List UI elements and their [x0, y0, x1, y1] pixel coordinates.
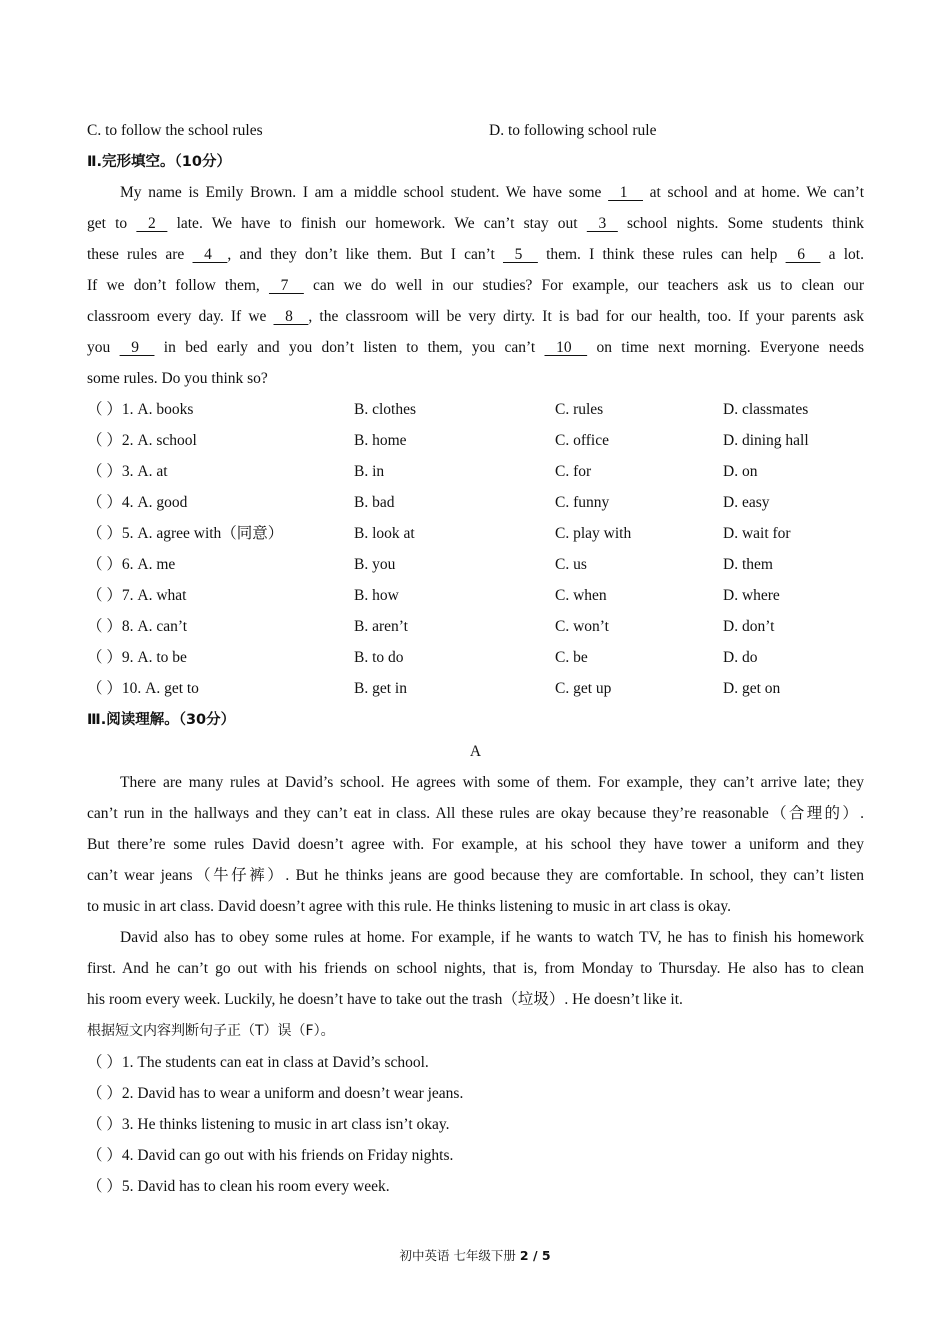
- tf-question-2[interactable]: （ ）2. David has to wear a uniform and doesn’t wear jeans.: [87, 1085, 464, 1102]
- question-2-option-b[interactable]: B. home: [354, 432, 407, 449]
- blank-5[interactable]: 5: [502, 246, 538, 263]
- question-2-option-c[interactable]: C. office: [555, 432, 609, 449]
- question-7-option-c[interactable]: C. when: [555, 587, 607, 604]
- question-7: [87, 586, 864, 606]
- passage-line-4: If we don’t follow them, 7 can we do well in our studies? For example, our teachers ask us to clean our: [87, 277, 864, 294]
- reading-line-4: can’t wear jeans（牛仔裤）. But he thinks jeans are good because they are comfortable. In school, they can’t listen: [87, 867, 864, 884]
- question-9-option-c[interactable]: C. be: [555, 649, 588, 666]
- question-7-option-d[interactable]: D. where: [723, 587, 780, 604]
- option-c: C. to follow the school rules: [87, 122, 263, 139]
- question-4: [87, 493, 864, 513]
- blank-8[interactable]: 8: [273, 308, 309, 325]
- tf-question-3[interactable]: （ ）3. He thinks listening to music in art class isn’t okay.: [87, 1116, 450, 1133]
- blank-6[interactable]: 6: [785, 246, 821, 263]
- passage-line-6: you 9 in bed early and you don’t listen to them, you can’t 10 on time next morning. Everyone needs: [87, 339, 864, 356]
- question-2-option-d[interactable]: D. dining hall: [723, 432, 809, 449]
- question-3: [87, 462, 864, 482]
- footer-text: 初中英语 七年级下册: [399, 1248, 520, 1263]
- question-2-option-a[interactable]: （ ）2. A. school: [87, 432, 197, 449]
- passage-line-5: classroom every day. If we 8 , the classroom will be very dirty. It is bad for our health, too. If your parents ask: [87, 308, 864, 325]
- question-9-option-b[interactable]: B. to do: [354, 649, 404, 666]
- question-6: [87, 555, 864, 575]
- question-6-option-b[interactable]: B. you: [354, 556, 396, 573]
- tf-question-5[interactable]: （ ）5. David has to clean his room every week.: [87, 1178, 390, 1195]
- section-2-title: Ⅱ.完形填空。（10分）: [87, 154, 231, 170]
- passage-line-2: get to 2 late. We have to finish our homework. We can’t stay out 3 school nights. Some students think: [87, 215, 864, 232]
- blank-7[interactable]: 7: [268, 277, 304, 294]
- blank-9[interactable]: 9: [119, 339, 155, 356]
- question-7-option-b[interactable]: B. how: [354, 587, 399, 604]
- question-7-option-a[interactable]: （ ）7. A. what: [87, 587, 187, 604]
- question-10-option-a[interactable]: （ ）10. A. get to: [87, 680, 199, 697]
- page-number: 2 / 5: [519, 1248, 551, 1263]
- question-5-option-c[interactable]: C. play with: [555, 525, 632, 542]
- blank-10[interactable]: 10: [544, 339, 588, 356]
- question-3-option-d[interactable]: D. on: [723, 463, 758, 480]
- tf-question-1[interactable]: （ ）1. The students can eat in class at David’s school.: [87, 1054, 429, 1071]
- passage-line-7: some rules. Do you think so?: [87, 370, 268, 387]
- reading-line-6: David also has to obey some rules at home. For example, if he wants to watch TV, he has to finish his homework: [120, 929, 864, 946]
- question-1-option-a[interactable]: （ ）1. A. books: [87, 401, 194, 418]
- question-4-option-c[interactable]: C. funny: [555, 494, 610, 511]
- reading-line-2: can’t run in the hallways and they can’t eat in class. All these rules are okay because they’re reasonable（合理的）.: [87, 805, 864, 822]
- reading-line-5: to music in art class. David doesn’t agree with this rule. He thinks listening to music in art class is okay.: [87, 898, 731, 915]
- question-6-option-d[interactable]: D. them: [723, 556, 773, 573]
- question-4-option-a[interactable]: （ ）4. A. good: [87, 494, 188, 511]
- question-8-option-a[interactable]: （ ）8. A. can’t: [87, 618, 188, 635]
- question-8-option-d[interactable]: D. don’t: [723, 618, 775, 635]
- section-3-title: Ⅲ.阅读理解。（30分）: [87, 712, 236, 728]
- question-1-option-d[interactable]: D. classmates: [723, 401, 809, 418]
- reading-line-7: first. And he can’t go out with his friends on school nights, that is, from Monday to Thursday. He also has to clean: [87, 960, 864, 977]
- question-9-option-a[interactable]: （ ）9. A. to be: [87, 649, 187, 666]
- question-3-option-a[interactable]: （ ）3. A. at: [87, 463, 168, 480]
- reading-line-1: There are many rules at David’s school. He agrees with some of them. For example, they can’t arrive late; they: [120, 774, 864, 791]
- question-1: [87, 400, 864, 420]
- question-6-option-c[interactable]: C. us: [555, 556, 587, 573]
- blank-4[interactable]: 4: [192, 246, 228, 263]
- question-4-option-b[interactable]: B. bad: [354, 494, 395, 511]
- question-3-option-b[interactable]: B. in: [354, 463, 385, 480]
- question-10-option-c[interactable]: C. get up: [555, 680, 612, 697]
- prev-question-options: [87, 121, 864, 141]
- question-10-option-b[interactable]: B. get in: [354, 680, 407, 697]
- question-10-option-d[interactable]: D. get on: [723, 680, 781, 697]
- blank-1[interactable]: 1: [608, 184, 643, 201]
- reading-line-8: his room every week. Luckily, he doesn’t have to take out the trash（垃圾）. He doesn’t like it.: [87, 991, 683, 1008]
- question-9-option-d[interactable]: D. do: [723, 649, 758, 666]
- blank-2[interactable]: 2: [136, 215, 168, 232]
- question-8: [87, 617, 864, 637]
- question-3-option-c[interactable]: C. for: [555, 463, 592, 480]
- question-4-option-d[interactable]: D. easy: [723, 494, 770, 511]
- question-8-option-b[interactable]: B. aren’t: [354, 618, 408, 635]
- question-8-option-c[interactable]: C. won’t: [555, 618, 609, 635]
- passage-label: A: [469, 743, 482, 760]
- blank-3[interactable]: 3: [586, 215, 618, 232]
- question-5: [87, 524, 864, 544]
- question-2: [87, 431, 864, 451]
- question-5-option-a[interactable]: （ ）5. A. agree with（同意）: [87, 525, 284, 542]
- passage-line-1: My name is Emily Brown. I am a middle school student. We have some 1 at school and at home. We can’t: [120, 184, 864, 201]
- reading-line-3: But there’re some rules David doesn’t agree with. For example, at his school they have tower a uniform and they: [87, 836, 864, 853]
- question-5-option-d[interactable]: D. wait for: [723, 525, 791, 542]
- option-d: D. to following school rule: [489, 122, 657, 139]
- question-1-option-c[interactable]: C. rules: [555, 401, 604, 418]
- question-6-option-a[interactable]: （ ）6. A. me: [87, 556, 176, 573]
- question-1-option-b[interactable]: B. clothes: [354, 401, 416, 418]
- question-5-option-b[interactable]: B. look at: [354, 525, 415, 542]
- question-10: [87, 679, 864, 699]
- question-9: [87, 648, 864, 668]
- passage-line-3: these rules are 4 , and they don’t like them. But I can’t 5 them. I think these rules can help 6 a lot.: [87, 246, 864, 263]
- page-footer: [0, 1246, 950, 1264]
- tf-question-4[interactable]: （ ）4. David can go out with his friends on Friday nights.: [87, 1147, 454, 1164]
- tf-instruction: 根据短文内容判断句子正（T）误（F）。: [87, 1023, 335, 1039]
